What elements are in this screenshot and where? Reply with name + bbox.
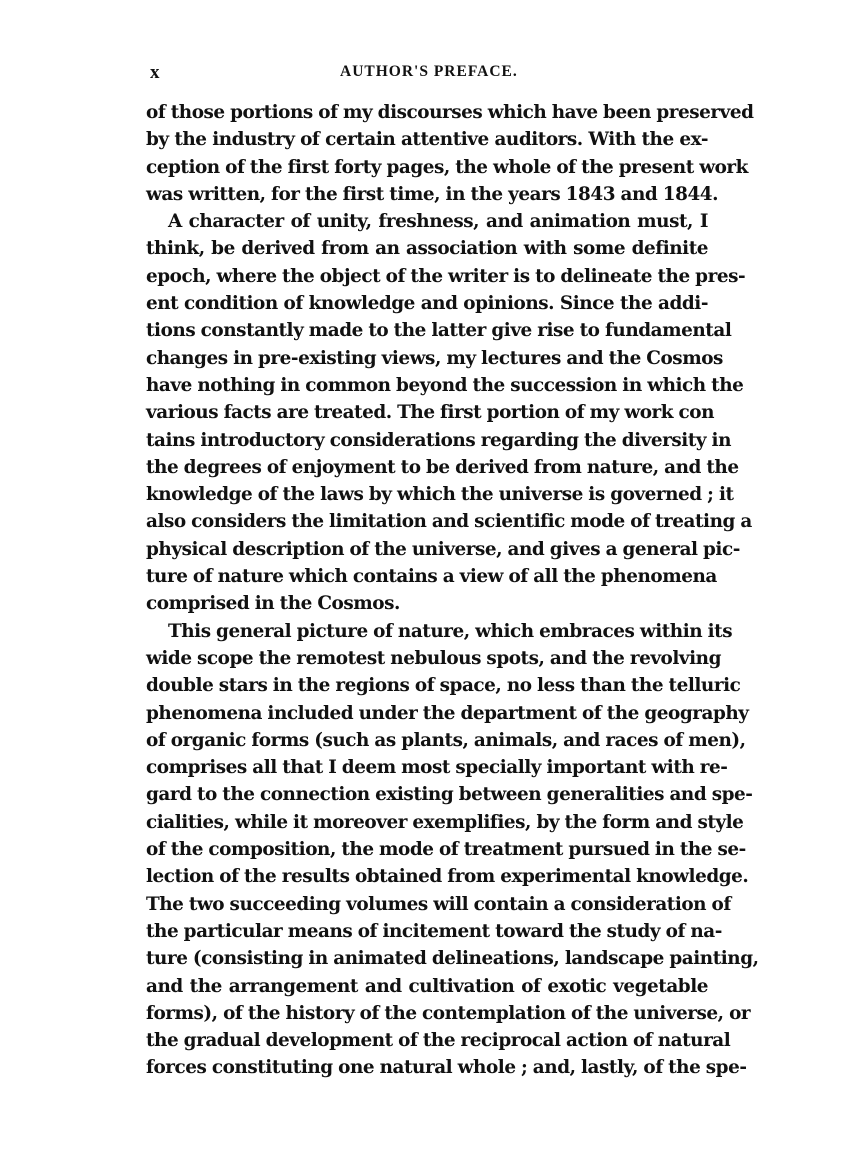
text-line: physical description of the universe, and gives a general pic- [146,538,740,560]
text-line: cialities, while it moreover exemplifies, by the form and style [146,811,744,833]
text-line: ent condition of knowledge and opinions. Since the addi- [146,293,708,315]
text-line: A character of unity, freshness, and animation must, I [168,211,708,233]
text-line: double stars in the regions of space, no less than the telluric [146,675,741,697]
text-line: lection of the results obtained from experimental knowledge. [146,866,749,888]
text-line: The two succeeding volumes will contain a consideration of [146,893,731,915]
text-line: epoch, where the object of the writer is to delineate the pres- [146,265,746,287]
text-line: tains introductory considerations regarding the diversity in [146,429,732,451]
text-line: by the industry of certain attentive auditors. With the ex- [146,129,708,151]
text-line: of those portions of my discourses which have been preserved [146,102,754,123]
text-line: knowledge of the laws by which the universe is governed ; it [146,484,734,506]
text-line: comprised in the Cosmos. [146,593,400,615]
text-line: tions constantly made to the latter give rise to fundamental [146,320,732,342]
text-line: wide scope the remotest nebulous spots, and the revolving [146,647,722,669]
body-text [146,99,759,1082]
text-line: changes in pre-existing views, my lectures and the Cosmos [146,347,723,369]
text-line: of organic forms (such as plants, animals, and races of men), [146,729,746,751]
text-line: the particular means of incitement toward the study of na- [146,920,722,942]
text-line: This general picture of nature, which embraces within its [168,620,733,642]
text-line: ture (consisting in animated delineations, landscape painting, [146,948,759,970]
text-line: of the composition, the mode of treatment pursued in the se- [146,839,746,861]
text-line: forces constituting one natural whole ; and, lastly, of the spe- [146,1057,747,1079]
text-line: gard to the connection existing between generalities and spe- [146,784,753,806]
text-line: comprises all that I deem most specially important with re- [146,757,728,779]
text-line: also considers the limitation and scientific mode of treating a [146,511,752,533]
running-title: AUTHOR'S PREFACE. [340,63,518,80]
text-line: the degrees of enjoyment to be derived from nature, and the [146,456,739,478]
page-number: x [150,62,160,83]
text-line: various facts are treated. The first portion of my work con [146,402,714,424]
text-line: ception of the first forty pages, the whole of the present work [146,156,748,178]
text-line: was written, for the first time, in the years 1843 and 1844. [146,183,719,205]
text-line: ture of nature which contains a view of all the phenomena [146,566,717,588]
text-line: the gradual development of the reciprocal action of natural [146,1030,731,1052]
text-line: forms), of the history of the contemplation of the universe, or [146,1002,751,1024]
text-line: phenomena included under the department of the geography [146,702,749,724]
text-line: think, be derived from an association with some definite [146,238,708,260]
text-line: and the arrangement and cultivation of exotic vegetable [146,975,708,997]
text-line: have nothing in common beyond the succession in which the [146,374,744,396]
running-head [150,62,710,86]
